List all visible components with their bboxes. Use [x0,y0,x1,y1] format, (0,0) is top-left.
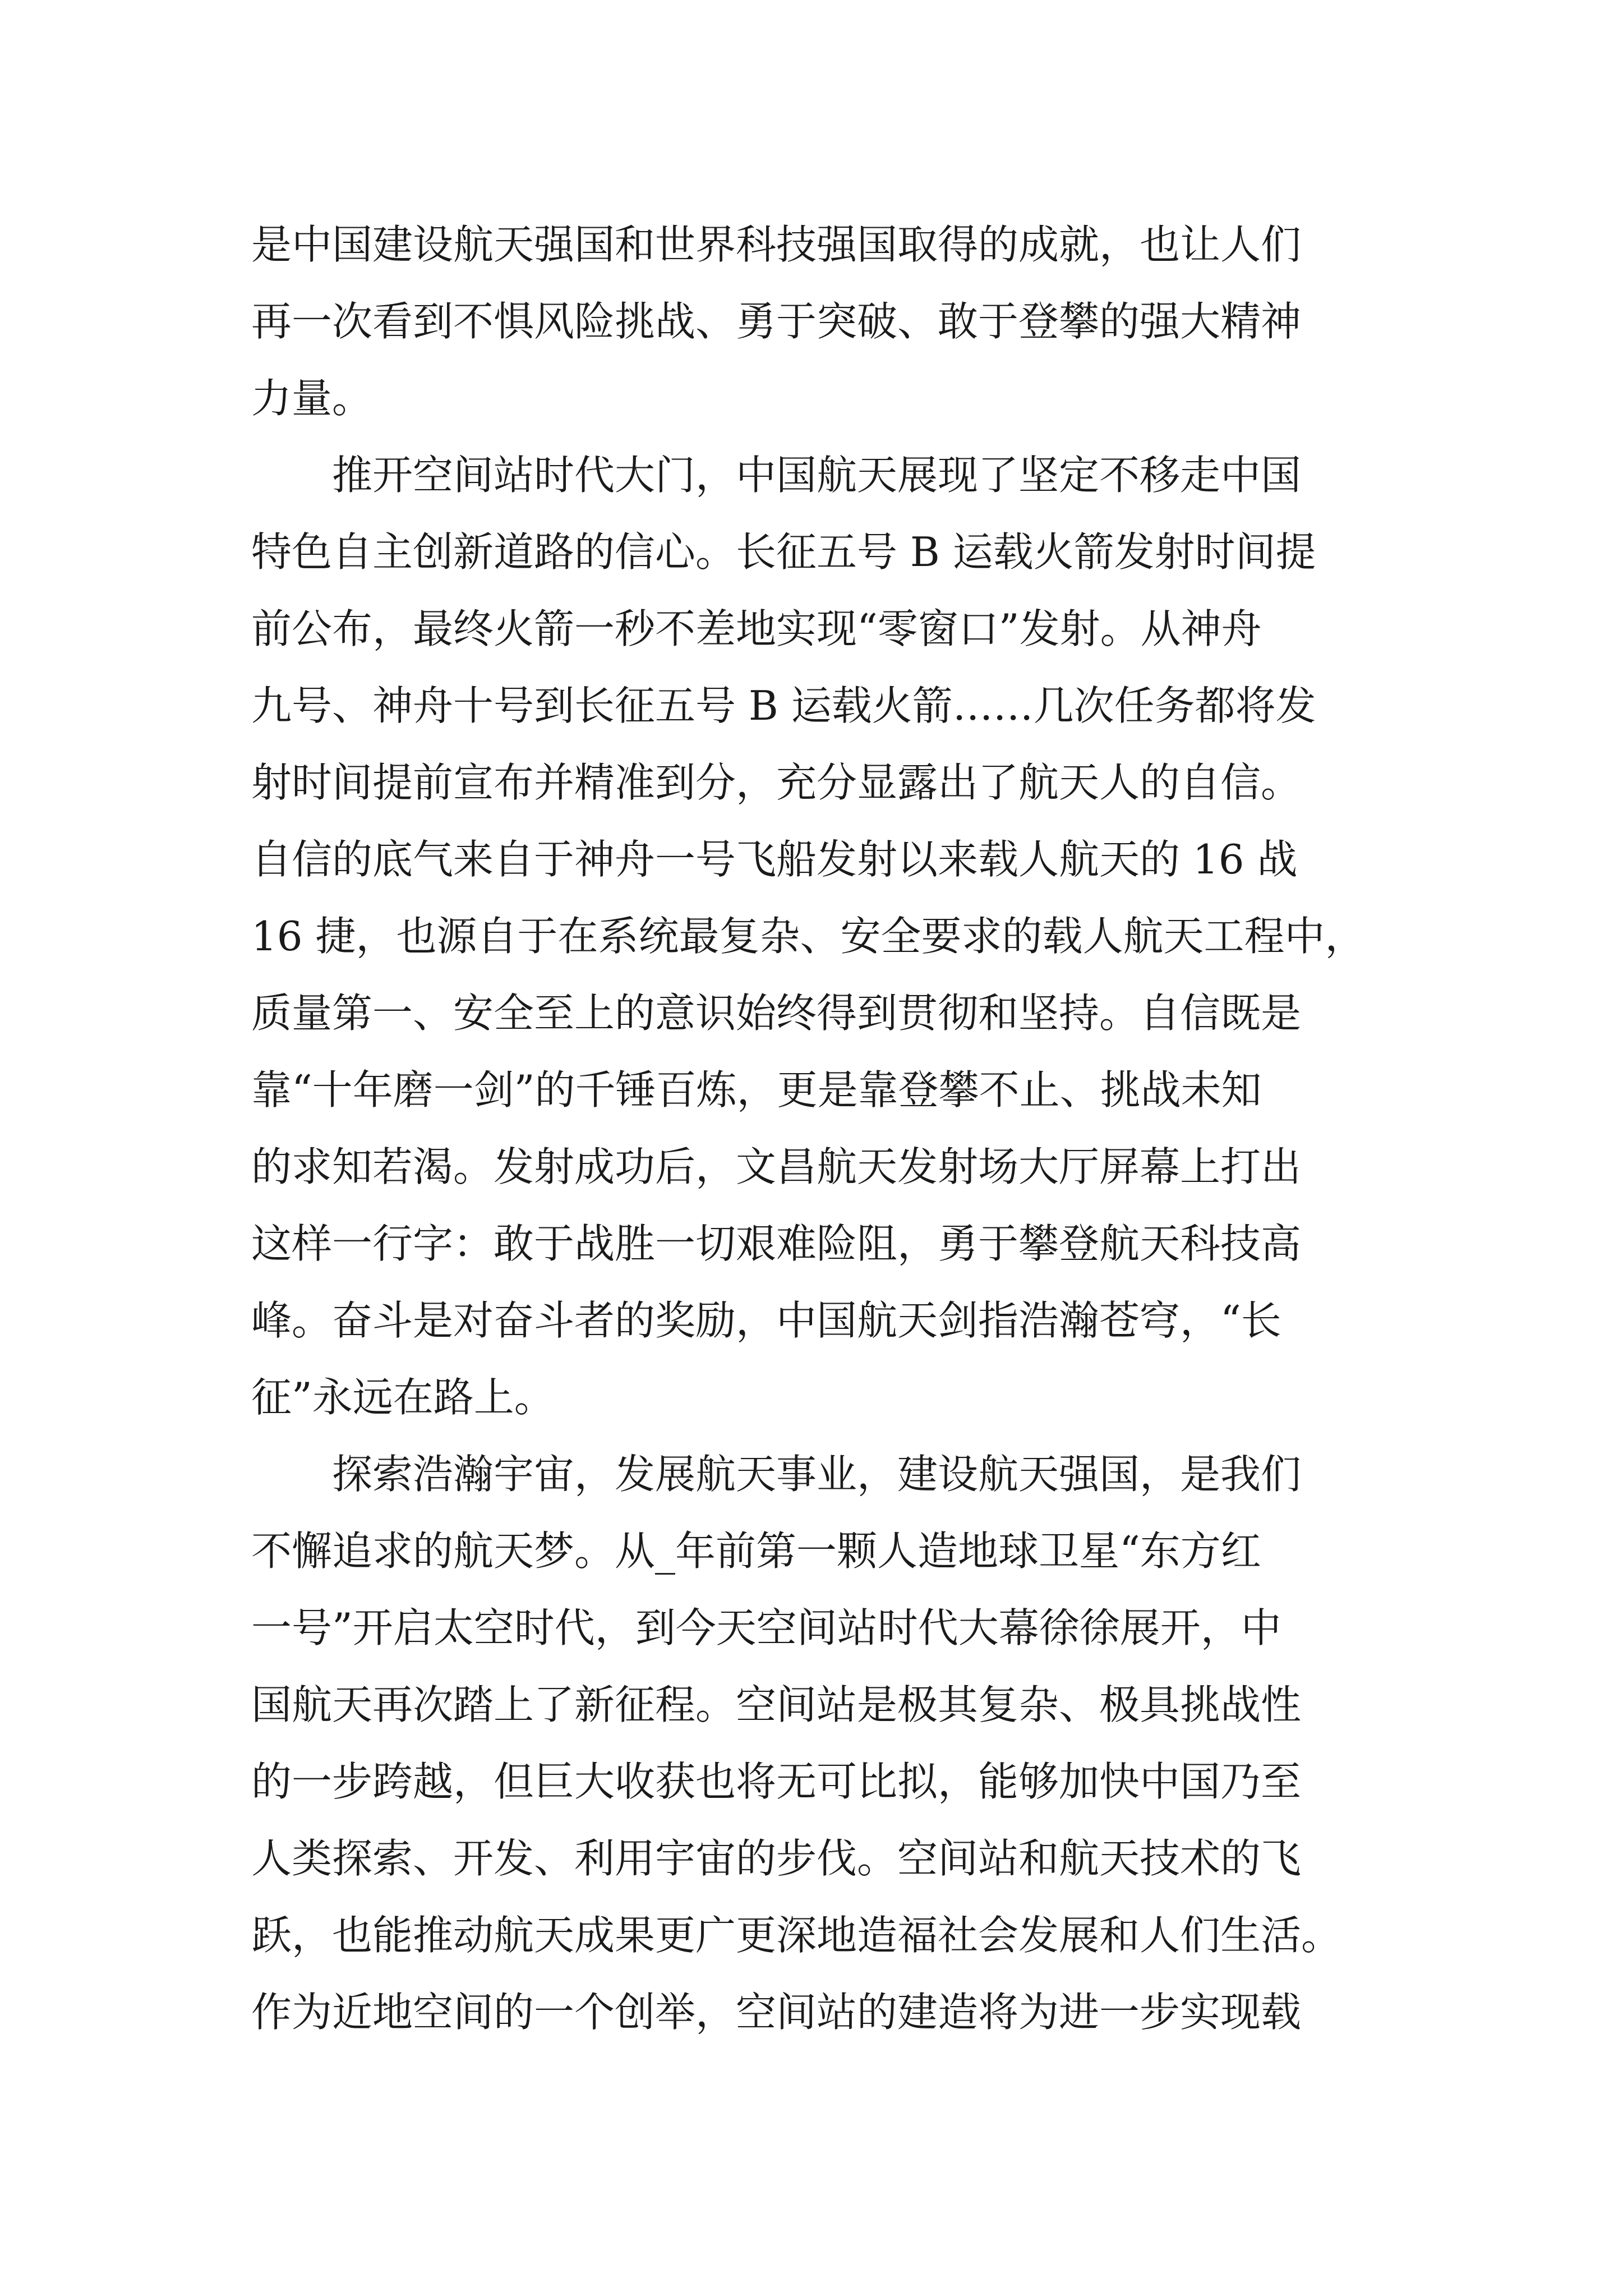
text-line: 的求知若渴。发射成功后，文昌航天发射场大厅屏幕上打出 [251,1143,1302,1190]
text-line: 质量第一、安全至上的意识始终得到贯彻和坚持。自信既是 [251,990,1302,1037]
text-line: 自信的底气来自于神舟一号飞船发射以来载人航天的 16 战 [251,836,1298,883]
text-line: 特色自主创新道路的信心。长征五号 B 运载火箭发射时间提 [251,528,1316,576]
text-line: 征”永远在路上。 [251,1374,555,1421]
body-text [251,206,1395,2051]
text-line: 峰。奋斗是对奋斗者的奖励，中国航天剑指浩瀚苍穹，“长 [251,1297,1281,1344]
text-line: 一号”开启太空时代，到今天空间站时代大幕徐徐展开，中 [251,1604,1281,1651]
text-line: 国航天再次踏上了新征程。空间站是极其复杂、极具挑战性 [251,1681,1302,1728]
text-line: 是中国建设航天强国和世界科技强国取得的成就，也让人们 [251,221,1302,268]
text-line: 16 捷，也源自于在系统最复杂、安全要求的载人航天工程中， [251,913,1366,960]
text-line: 再一次看到不惧风险挑战、勇于突破、敢于登攀的强大精神 [251,298,1302,345]
text-line: 力量。 [251,375,373,422]
text-line: 推开空间站时代大门，中国航天展现了坚定不移走中国 [251,452,1302,499]
text-line: 射时间提前宣布并精准到分，充分显露出了航天人的自信。 [251,759,1302,806]
text-line: 靠“十年磨一剑”的千锤百炼，更是靠登攀不止、挑战未知 [251,1066,1262,1114]
text-line: 的一步跨越，但巨大收获也将无可比拟，能够加快中国乃至 [251,1758,1302,1805]
text-line: 这样一行字：敢于战胜一切艰难险阻，勇于攀登航天科技高 [251,1220,1302,1267]
text-line: 跃，也能推动航天成果更广更深地造福社会发展和人们生活。 [251,1912,1342,1959]
text-line: 作为近地空间的一个创举，空间站的建造将为进一步实现载 [251,1989,1302,2036]
text-line: 前公布，最终火箭一秒不差地实现“零窗口”发射。从神舟 [251,605,1262,652]
text-line: 九号、神舟十号到长征五号 B 运载火箭……几次任务都将发 [251,682,1316,729]
text-line: 探索浩瀚宇宙，发展航天事业，建设航天强国，是我们 [251,1451,1302,1498]
text-line: 人类探索、开发、利用宇宙的步伐。空间站和航天技术的飞 [251,1835,1302,1882]
text-line: 不懈追求的航天梦。从_年前第一颗人造地球卫星“东方红 [251,1527,1261,1575]
